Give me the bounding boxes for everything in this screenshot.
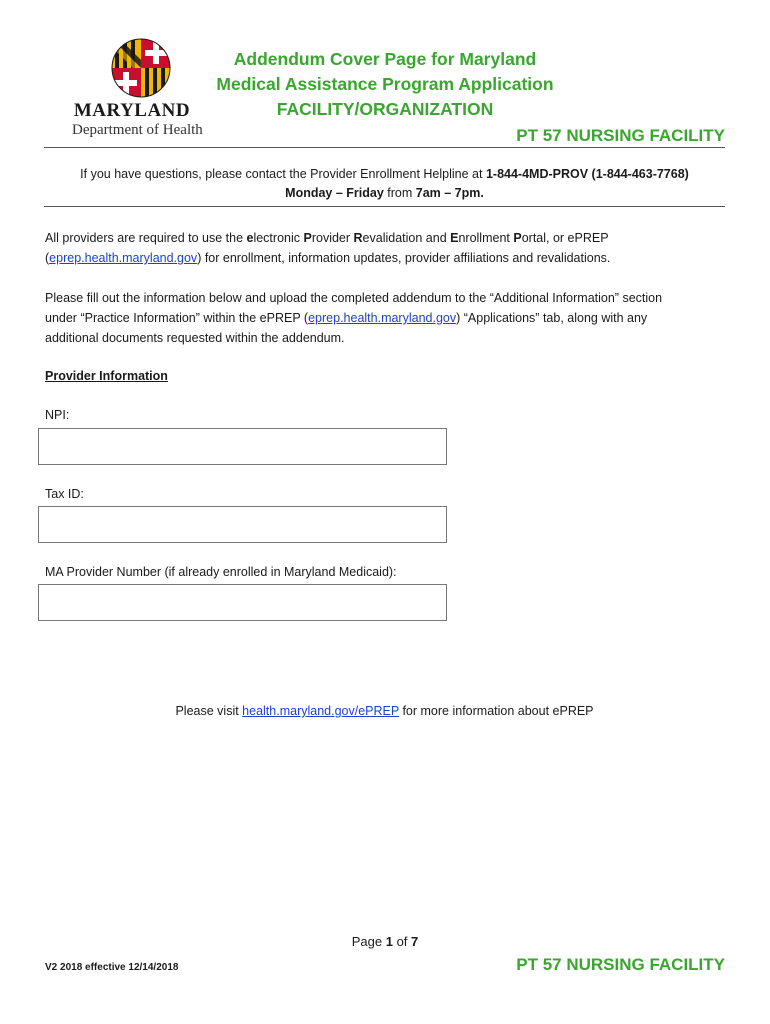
eprep-link[interactable]: eprep.health.maryland.gov xyxy=(49,251,198,265)
para1-open-paren: ( xyxy=(45,251,50,265)
divider xyxy=(44,206,725,207)
para1-text-7: ) for enrollment, information updates, provider affiliations and revalidations. xyxy=(197,251,611,265)
helpline-prefix: If you have questions, please contact the Provider Enrollment Helpline at xyxy=(80,167,486,181)
form-name-header: PT 57 NURSING FACILITY xyxy=(516,126,725,145)
para1-text-1: All providers are required to use the xyxy=(45,231,247,245)
tax-id-label: Tax ID: xyxy=(45,487,84,501)
page-current: 1 xyxy=(385,934,393,949)
eprep-requirement-paragraph xyxy=(45,228,725,268)
page-of: of xyxy=(392,934,412,949)
tax-id-field[interactable] xyxy=(38,506,447,543)
ma-provider-number-field[interactable] xyxy=(38,584,447,621)
para1-en: E xyxy=(450,231,459,245)
para1-p: P xyxy=(303,231,312,245)
para1-text-4: evalidation and xyxy=(362,231,451,245)
divider xyxy=(44,147,725,148)
helpline-phone: 1-844-4MD-PROV (1-844-463-7768) xyxy=(485,167,689,181)
hours-text xyxy=(44,186,725,200)
para1-p2: P xyxy=(513,231,522,245)
para1-r: R xyxy=(353,231,363,245)
logo-subtitle: Department of Health xyxy=(72,122,203,138)
para1-e: e xyxy=(246,231,254,245)
page-total: 7 xyxy=(411,934,419,949)
para2-text-3: ) “Applications” tab, along with any xyxy=(456,311,648,325)
npi-field[interactable] xyxy=(38,428,447,465)
para1-text-6: ortal, or ePREP xyxy=(521,231,609,245)
document-title-line-2: Medical Assistance Program Application xyxy=(216,74,554,94)
para2-text-4: additional documents requested within the addendum. xyxy=(45,331,345,345)
provider-information-heading: Provider Information xyxy=(45,369,168,383)
hours-from: from xyxy=(383,186,416,200)
document-title-line-1: Addendum Cover Page for Maryland xyxy=(233,49,537,69)
npi-label: NPI: xyxy=(45,408,70,422)
helpline-text xyxy=(44,167,725,181)
visit-eprep-text xyxy=(44,704,725,718)
hours-time: 7am – 7pm. xyxy=(415,186,484,200)
document-title-line-3: FACILITY/ORGANIZATION xyxy=(276,99,494,119)
health-eprep-link[interactable]: health.maryland.gov/ePREP xyxy=(242,704,399,718)
version-text: V2 2018 effective 12/14/2018 xyxy=(45,962,179,973)
form-name-footer: PT 57 NURSING FACILITY xyxy=(516,955,725,974)
para1-text-3: rovider xyxy=(311,231,354,245)
upload-instructions-paragraph xyxy=(45,288,725,348)
maryland-seal-logo xyxy=(111,38,171,98)
visit-prefix: Please visit xyxy=(175,704,243,718)
para2-text-1: Please fill out the information below and upload the completed addendum to the “Additional Information” section xyxy=(45,291,663,305)
visit-suffix: for more information about ePREP xyxy=(398,704,594,718)
ma-provider-number-label: MA Provider Number (if already enrolled in Maryland Medicaid): xyxy=(45,565,397,579)
page-word: Page xyxy=(351,934,386,949)
para2-text-2: under “Practice Information” within the ePREP ( xyxy=(45,311,309,325)
para1-text-2: lectronic xyxy=(253,231,304,245)
para1-text-5: nrollment xyxy=(458,231,514,245)
eprep-link-2[interactable]: eprep.health.maryland.gov xyxy=(308,311,457,325)
logo-wordmark: MARYLAND xyxy=(73,100,191,121)
hours-days: Monday – Friday xyxy=(285,186,384,200)
page-number xyxy=(0,934,770,949)
